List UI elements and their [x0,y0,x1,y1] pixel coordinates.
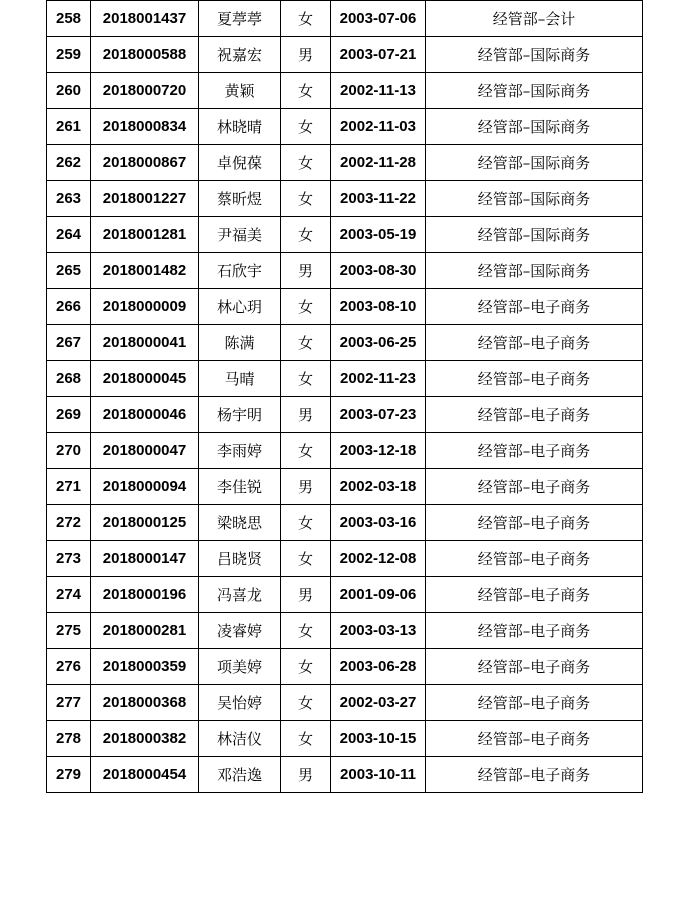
cell-department-major: 经管部–电子商务 [426,685,643,721]
cell-gender: 女 [281,541,331,577]
cell-department-major: 经管部–电子商务 [426,649,643,685]
cell-department-major: 经管部–国际商务 [426,37,643,73]
cell-birth-date: 2003-10-11 [331,757,426,793]
cell-serial-number: 266 [47,289,91,325]
cell-birth-date: 2002-11-03 [331,109,426,145]
table-row [47,685,643,721]
cell-serial-number: 267 [47,325,91,361]
cell-gender: 女 [281,685,331,721]
cell-department-major: 经管部–国际商务 [426,253,643,289]
cell-student-id: 2018000094 [91,469,199,505]
cell-student-id: 2018000125 [91,505,199,541]
cell-serial-number: 277 [47,685,91,721]
cell-birth-date: 2002-03-18 [331,469,426,505]
cell-department-major: 经管部–国际商务 [426,109,643,145]
cell-student-id: 2018000368 [91,685,199,721]
cell-student-id: 2018001281 [91,217,199,253]
cell-serial-number: 271 [47,469,91,505]
table-row [47,325,643,361]
cell-student-id: 2018000046 [91,397,199,433]
cell-gender: 女 [281,325,331,361]
cell-student-id: 2018001227 [91,181,199,217]
cell-serial-number: 264 [47,217,91,253]
cell-gender: 女 [281,433,331,469]
table-row [47,433,643,469]
cell-student-id: 2018000720 [91,73,199,109]
cell-serial-number: 269 [47,397,91,433]
cell-department-major: 经管部–电子商务 [426,289,643,325]
cell-department-major: 经管部–电子商务 [426,325,643,361]
cell-gender: 女 [281,73,331,109]
cell-serial-number: 262 [47,145,91,181]
cell-department-major: 经管部–国际商务 [426,145,643,181]
table-row [47,397,643,433]
cell-student-name: 杨宇明 [199,397,281,433]
cell-gender: 男 [281,37,331,73]
cell-serial-number: 265 [47,253,91,289]
cell-birth-date: 2003-12-18 [331,433,426,469]
table-row [47,109,643,145]
cell-gender: 女 [281,181,331,217]
cell-student-name: 马晴 [199,361,281,397]
cell-student-id: 2018000588 [91,37,199,73]
cell-gender: 男 [281,757,331,793]
cell-student-id: 2018000382 [91,721,199,757]
cell-department-major: 经管部–国际商务 [426,181,643,217]
cell-student-name: 凌睿婷 [199,613,281,649]
cell-student-name: 林心玥 [199,289,281,325]
cell-birth-date: 2002-11-28 [331,145,426,181]
cell-serial-number: 263 [47,181,91,217]
table-row [47,613,643,649]
cell-birth-date: 2003-06-25 [331,325,426,361]
cell-department-major: 经管部–电子商务 [426,577,643,613]
table-row [47,145,643,181]
cell-student-name: 李雨婷 [199,433,281,469]
table-row [47,541,643,577]
cell-department-major: 经管部–国际商务 [426,73,643,109]
cell-student-name: 祝嘉宏 [199,37,281,73]
cell-birth-date: 2002-11-23 [331,361,426,397]
cell-gender: 男 [281,253,331,289]
cell-student-name: 李佳锐 [199,469,281,505]
cell-birth-date: 2003-11-22 [331,181,426,217]
table-row [47,253,643,289]
roster-body [47,1,643,793]
cell-department-major: 经管部–电子商务 [426,397,643,433]
table-row [47,361,643,397]
cell-birth-date: 2002-03-27 [331,685,426,721]
cell-student-id: 2018001437 [91,1,199,37]
cell-student-id: 2018000045 [91,361,199,397]
cell-department-major: 经管部–电子商务 [426,469,643,505]
cell-student-name: 蔡昕煜 [199,181,281,217]
cell-birth-date: 2003-07-21 [331,37,426,73]
table-row [47,289,643,325]
cell-serial-number: 261 [47,109,91,145]
cell-student-name: 尹福美 [199,217,281,253]
cell-student-name: 卓倪葆 [199,145,281,181]
cell-student-name: 林洁仪 [199,721,281,757]
cell-student-name: 吴怡婷 [199,685,281,721]
cell-serial-number: 268 [47,361,91,397]
cell-student-id: 2018000047 [91,433,199,469]
cell-serial-number: 278 [47,721,91,757]
cell-department-major: 经管部–电子商务 [426,541,643,577]
table-row [47,181,643,217]
cell-gender: 男 [281,577,331,613]
cell-student-id: 2018000867 [91,145,199,181]
cell-gender: 男 [281,469,331,505]
table-row [47,37,643,73]
cell-student-id: 2018000147 [91,541,199,577]
cell-birth-date: 2003-08-10 [331,289,426,325]
cell-student-id: 2018000359 [91,649,199,685]
cell-serial-number: 270 [47,433,91,469]
cell-gender: 女 [281,505,331,541]
table-row [47,505,643,541]
cell-serial-number: 276 [47,649,91,685]
cell-serial-number: 272 [47,505,91,541]
table-row [47,577,643,613]
student-roster-table [46,0,643,793]
cell-serial-number: 259 [47,37,91,73]
cell-birth-date: 2003-07-06 [331,1,426,37]
cell-gender: 女 [281,721,331,757]
cell-serial-number: 279 [47,757,91,793]
cell-gender: 女 [281,613,331,649]
cell-department-major: 经管部–电子商务 [426,505,643,541]
cell-birth-date: 2003-10-15 [331,721,426,757]
cell-serial-number: 275 [47,613,91,649]
cell-birth-date: 2003-03-13 [331,613,426,649]
cell-department-major: 经管部–国际商务 [426,217,643,253]
cell-gender: 女 [281,217,331,253]
cell-student-name: 夏葶葶 [199,1,281,37]
cell-birth-date: 2002-12-08 [331,541,426,577]
table-row [47,469,643,505]
table-row [47,649,643,685]
cell-birth-date: 2003-08-30 [331,253,426,289]
cell-gender: 男 [281,397,331,433]
cell-student-name: 吕晓贤 [199,541,281,577]
cell-department-major: 经管部–电子商务 [426,757,643,793]
cell-student-name: 冯喜龙 [199,577,281,613]
cell-student-name: 黄颖 [199,73,281,109]
cell-gender: 女 [281,649,331,685]
cell-student-id: 2018000196 [91,577,199,613]
cell-student-id: 2018000009 [91,289,199,325]
table-row [47,721,643,757]
cell-student-name: 项美婷 [199,649,281,685]
cell-serial-number: 274 [47,577,91,613]
cell-student-name: 邓浩逸 [199,757,281,793]
cell-student-id: 2018000281 [91,613,199,649]
cell-serial-number: 273 [47,541,91,577]
cell-birth-date: 2001-09-06 [331,577,426,613]
cell-student-name: 梁晓思 [199,505,281,541]
cell-student-id: 2018000454 [91,757,199,793]
table-row [47,217,643,253]
cell-student-name: 林晓晴 [199,109,281,145]
cell-serial-number: 258 [47,1,91,37]
table-row [47,757,643,793]
cell-birth-date: 2003-07-23 [331,397,426,433]
cell-student-id: 2018001482 [91,253,199,289]
cell-birth-date: 2002-11-13 [331,73,426,109]
cell-serial-number: 260 [47,73,91,109]
cell-department-major: 经管部–电子商务 [426,613,643,649]
cell-student-id: 2018000834 [91,109,199,145]
cell-birth-date: 2003-03-16 [331,505,426,541]
cell-birth-date: 2003-05-19 [331,217,426,253]
cell-gender: 女 [281,361,331,397]
cell-student-name: 石欣宇 [199,253,281,289]
cell-department-major: 经管部–会计 [426,1,643,37]
cell-gender: 女 [281,289,331,325]
cell-gender: 女 [281,109,331,145]
cell-department-major: 经管部–电子商务 [426,361,643,397]
cell-student-id: 2018000041 [91,325,199,361]
cell-gender: 女 [281,1,331,37]
cell-birth-date: 2003-06-28 [331,649,426,685]
cell-department-major: 经管部–电子商务 [426,433,643,469]
table-row [47,73,643,109]
cell-student-name: 陈满 [199,325,281,361]
cell-department-major: 经管部–电子商务 [426,721,643,757]
table-row [47,1,643,37]
cell-gender: 女 [281,145,331,181]
